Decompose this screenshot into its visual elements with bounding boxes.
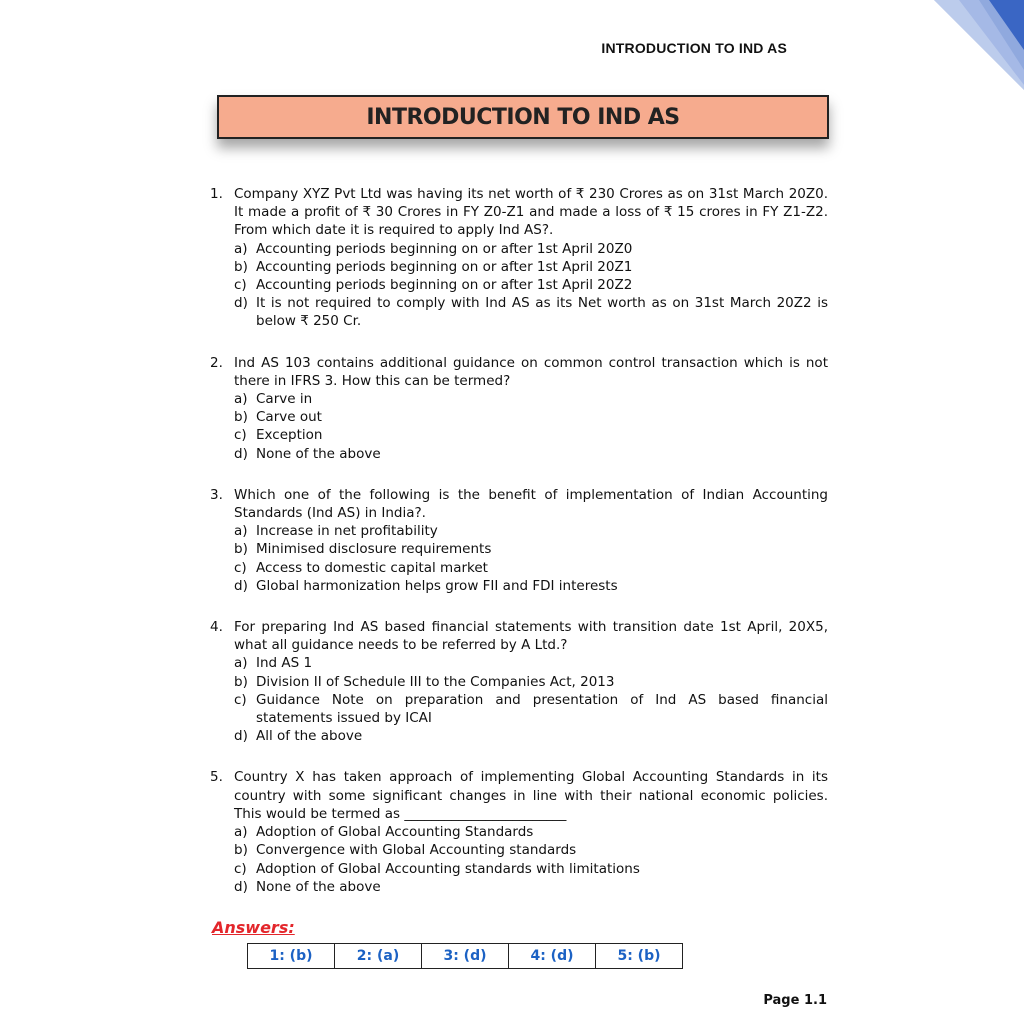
option [234,522,828,540]
option-letter: b) [234,673,248,690]
option-letter: c) [234,691,247,708]
option [234,673,828,691]
option-letter: d) [234,728,248,745]
option-text: Accounting periods beginning on or after 1st April 20Z0 [256,240,633,257]
answer-cell: 2: (a) [335,944,422,969]
corner-decoration [774,0,1024,90]
option-letter: d) [234,445,248,462]
option-text: Increase in net profitability [256,523,438,540]
running-header: INTRODUCTION TO IND AS [601,40,787,56]
option-letter: a) [234,523,248,540]
answers-table [247,943,683,969]
option-letter: b) [234,541,248,558]
answer-cell: 3: (d) [422,944,509,969]
title-banner [217,95,829,139]
option-text: Convergence with Global Accounting standards [256,842,577,859]
question-text: For preparing Ind AS based financial statements with transition date 1st April, 20X5, what all guidance needs to be referred by A Ltd.? [234,619,828,654]
question-number: 4. [210,619,223,636]
option-letter: b) [234,258,248,275]
option-text: None of the above [256,445,381,462]
question-1 [210,185,828,331]
question-text: Company XYZ Pvt Ltd was having its net worth of ₹ 230 Crores as on 31st March 20Z0. It made a profit of ₹ 30 Crores in FY Z0-Z1 and made a loss of ₹ 15 crores in FY Z1-Z2. From which date it is required to apply Ind AS?. [234,186,828,239]
option [234,258,828,276]
question-4 [210,618,828,745]
table-row [248,944,683,969]
option [234,841,828,859]
option [234,390,828,408]
option [234,408,828,426]
question-2 [210,354,828,463]
answers-heading: Answers: [212,918,295,937]
option [234,860,828,878]
option [234,559,828,577]
option [234,577,828,595]
option-text: Adoption of Global Accounting standards with limitations [256,860,640,877]
option [234,276,828,294]
question-list [210,185,828,919]
question-number: 3. [210,486,223,503]
option-text: Access to domestic capital market [256,559,488,576]
option [234,445,828,463]
answer-cell: 4: (d) [509,944,596,969]
option-letter: a) [234,391,248,408]
option [234,540,828,558]
option [234,878,828,896]
option-letter: c) [234,559,247,576]
question-5 [210,768,828,895]
question-3 [210,486,828,595]
page-number: Page 1.1 [763,993,827,1008]
option-text: Global harmonization helps grow FII and FDI interests [256,577,618,594]
option [234,727,828,745]
option-text: Division II of Schedule III to the Companies Act, 2013 [256,673,615,690]
question-text: Ind AS 103 contains additional guidance on common control transaction which is not there in IFRS 3. How this can be termed? [234,354,828,389]
question-number: 5. [210,769,223,786]
option-text: Minimised disclosure requirements [256,541,492,558]
question-text: Country X has taken approach of implementing Global Accounting Standards in its country with some significant changes in line with their national economic policies. This would be termed as ________________________ [234,769,828,822]
option-letter: b) [234,409,248,426]
option-text: Ind AS 1 [256,655,313,672]
option-letter: d) [234,878,248,895]
option-text: It is not required to comply with Ind AS as its Net worth as on 31st March 20Z2 is below ₹ 250 Cr. [256,295,828,330]
option-text: None of the above [256,878,381,895]
option-text: Exception [256,427,323,444]
option-text: Carve out [256,409,322,426]
option-text: All of the above [256,728,363,745]
question-text: Which one of the following is the benefit of implementation of Indian Accounting Standards (Ind AS) in India?. [234,486,828,522]
option-letter: a) [234,655,248,672]
question-number: 2. [210,354,223,371]
option-text: Guidance Note on preparation and presentation of Ind AS based financial statements issued by ICAI [256,691,828,727]
option [234,240,828,258]
option [234,823,828,841]
page-title: INTRODUCTION TO IND AS [366,104,680,130]
option-letter: d) [234,577,248,594]
option-letter: c) [234,427,247,444]
answer-cell: 5: (b) [596,944,683,969]
option-text: Accounting periods beginning on or after 1st April 20Z1 [256,258,633,275]
option-letter: d) [234,295,248,312]
option-text: Adoption of Global Accounting Standards [256,824,534,841]
question-number: 1. [210,186,223,202]
option-letter: b) [234,842,248,859]
option-letter: c) [234,860,247,877]
option [234,654,828,672]
option-letter: a) [234,824,248,841]
option-text: Accounting periods beginning on or after 1st April 20Z2 [256,277,633,294]
option [234,294,828,330]
answer-cell: 1: (b) [248,944,335,969]
option-letter: c) [234,277,247,294]
option-letter: a) [234,240,248,257]
option [234,691,828,727]
option-text: Carve in [256,391,313,408]
option [234,426,828,444]
